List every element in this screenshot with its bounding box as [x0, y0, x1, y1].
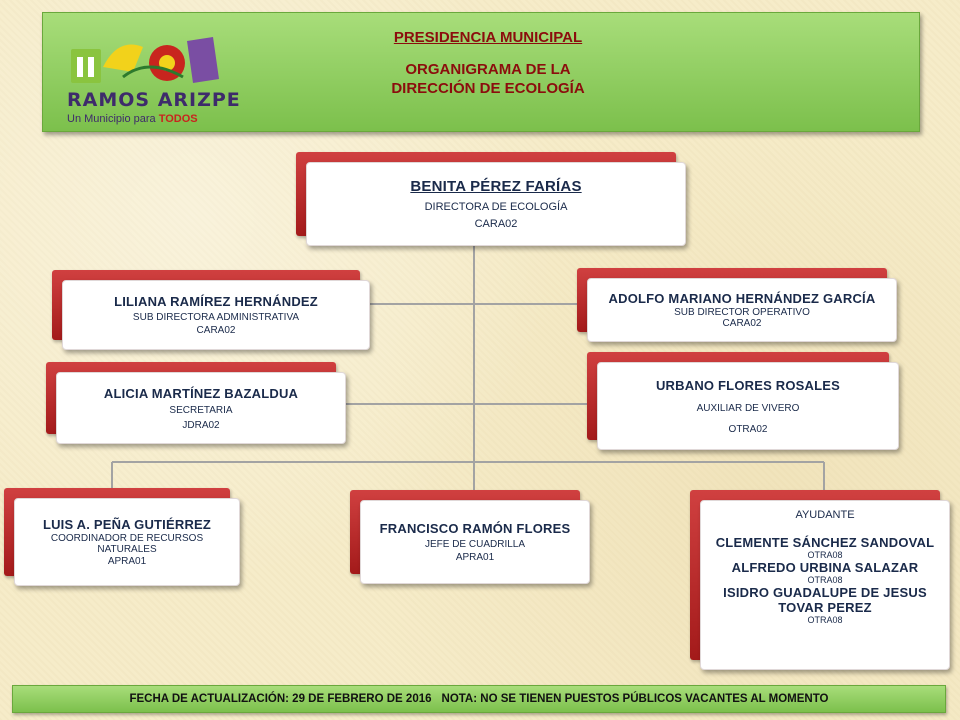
card-director-front — [306, 162, 686, 246]
card-vivero — [587, 352, 899, 450]
card-director — [296, 152, 686, 246]
card-cuadrilla-front — [360, 500, 590, 584]
card-vivero-front — [597, 362, 899, 450]
logo-text: RAMOS ARIZPE — [67, 89, 241, 111]
card-operativo-front — [587, 278, 897, 342]
logo-tagline-accent: TODOS — [158, 113, 198, 125]
admin-role: SUB DIRECTORA ADMINISTRATIVA — [132, 312, 300, 323]
logo-tagline-lead: Un Municipio para — [67, 113, 159, 125]
card-recursos — [4, 488, 240, 586]
ayudante-member-3-code: OTRA08 — [807, 615, 843, 625]
footer-date: FECHA DE ACTUALIZACIÓN: 29 DE FEBRERO DE 2016 — [129, 693, 432, 705]
header-title: PRESIDENCIA MUNICIPAL — [393, 29, 583, 46]
director-role: DIRECTORA DE ECOLOGÍA — [424, 201, 568, 213]
vivero-name: URBANO FLORES ROSALES — [655, 377, 841, 393]
vivero-code: OTRA02 — [728, 423, 768, 435]
cuadrilla-role: JEFE DE CUADRILLA — [424, 539, 526, 550]
ayudante-member-2-code: OTRA08 — [807, 575, 843, 585]
ayudante-member-2-name: ALFREDO URBINA SALAZAR — [731, 560, 919, 575]
director-code: CARA02 — [474, 218, 518, 230]
recursos-role: COORDINADOR DE RECURSOS NATURALES — [50, 533, 204, 555]
ayudante-member-1-name: CLEMENTE SÁNCHEZ SANDOVAL — [715, 535, 935, 550]
card-admin-front — [62, 280, 370, 350]
card-ayudante — [690, 490, 950, 670]
card-ayudante-front — [700, 500, 950, 670]
secretaria-name: ALICIA MARTÍNEZ BAZALDUA — [103, 385, 299, 401]
vivero-role: AUXILIAR DE VIVERO — [696, 402, 800, 414]
secretaria-code: JDRA02 — [182, 419, 220, 431]
admin-code: CARA02 — [196, 325, 236, 336]
ayudante-title: AYUDANTE — [795, 509, 855, 521]
footer-note: NOTA: NO SE TIENEN PUESTOS PÚBLICOS VACANTES AL MOMENTO — [441, 693, 829, 705]
header-subtitle-2: DIRECCIÓN DE ECOLOGÍA — [391, 80, 585, 97]
card-admin — [52, 270, 370, 350]
cuadrilla-name: FRANCISCO RAMÓN FLORES — [379, 521, 571, 536]
header-subtitle-1: ORGANIGRAMA DE LA — [405, 61, 571, 78]
operativo-code: CARA02 — [722, 318, 762, 329]
operativo-role: SUB DIRECTOR OPERATIVO — [674, 307, 810, 318]
operativo-name: ADOLFO MARIANO HERNÁNDEZ GARCÍA — [608, 291, 876, 306]
card-recursos-front — [14, 498, 240, 586]
ayudante-member-1-code: OTRA08 — [807, 550, 843, 560]
card-secretaria — [46, 362, 346, 444]
recursos-name: LUIS A. PEÑA GUTIÉRREZ — [42, 517, 212, 532]
recursos-code: APRA01 — [107, 556, 147, 567]
footer-banner — [12, 685, 946, 713]
director-name: BENITA PÉREZ FARÍAS — [410, 178, 582, 195]
secretaria-role: SECRETARIA — [169, 404, 233, 416]
card-cuadrilla — [350, 490, 590, 584]
card-operativo — [577, 268, 897, 342]
cuadrilla-code: APRA01 — [455, 552, 495, 563]
card-secretaria-front — [56, 372, 346, 444]
admin-name: LILIANA RAMÍREZ HERNÁNDEZ — [114, 294, 318, 309]
ayudante-member-3-name: ISIDRO GUADALUPE DE JESUS TOVAR PEREZ — [723, 585, 927, 615]
